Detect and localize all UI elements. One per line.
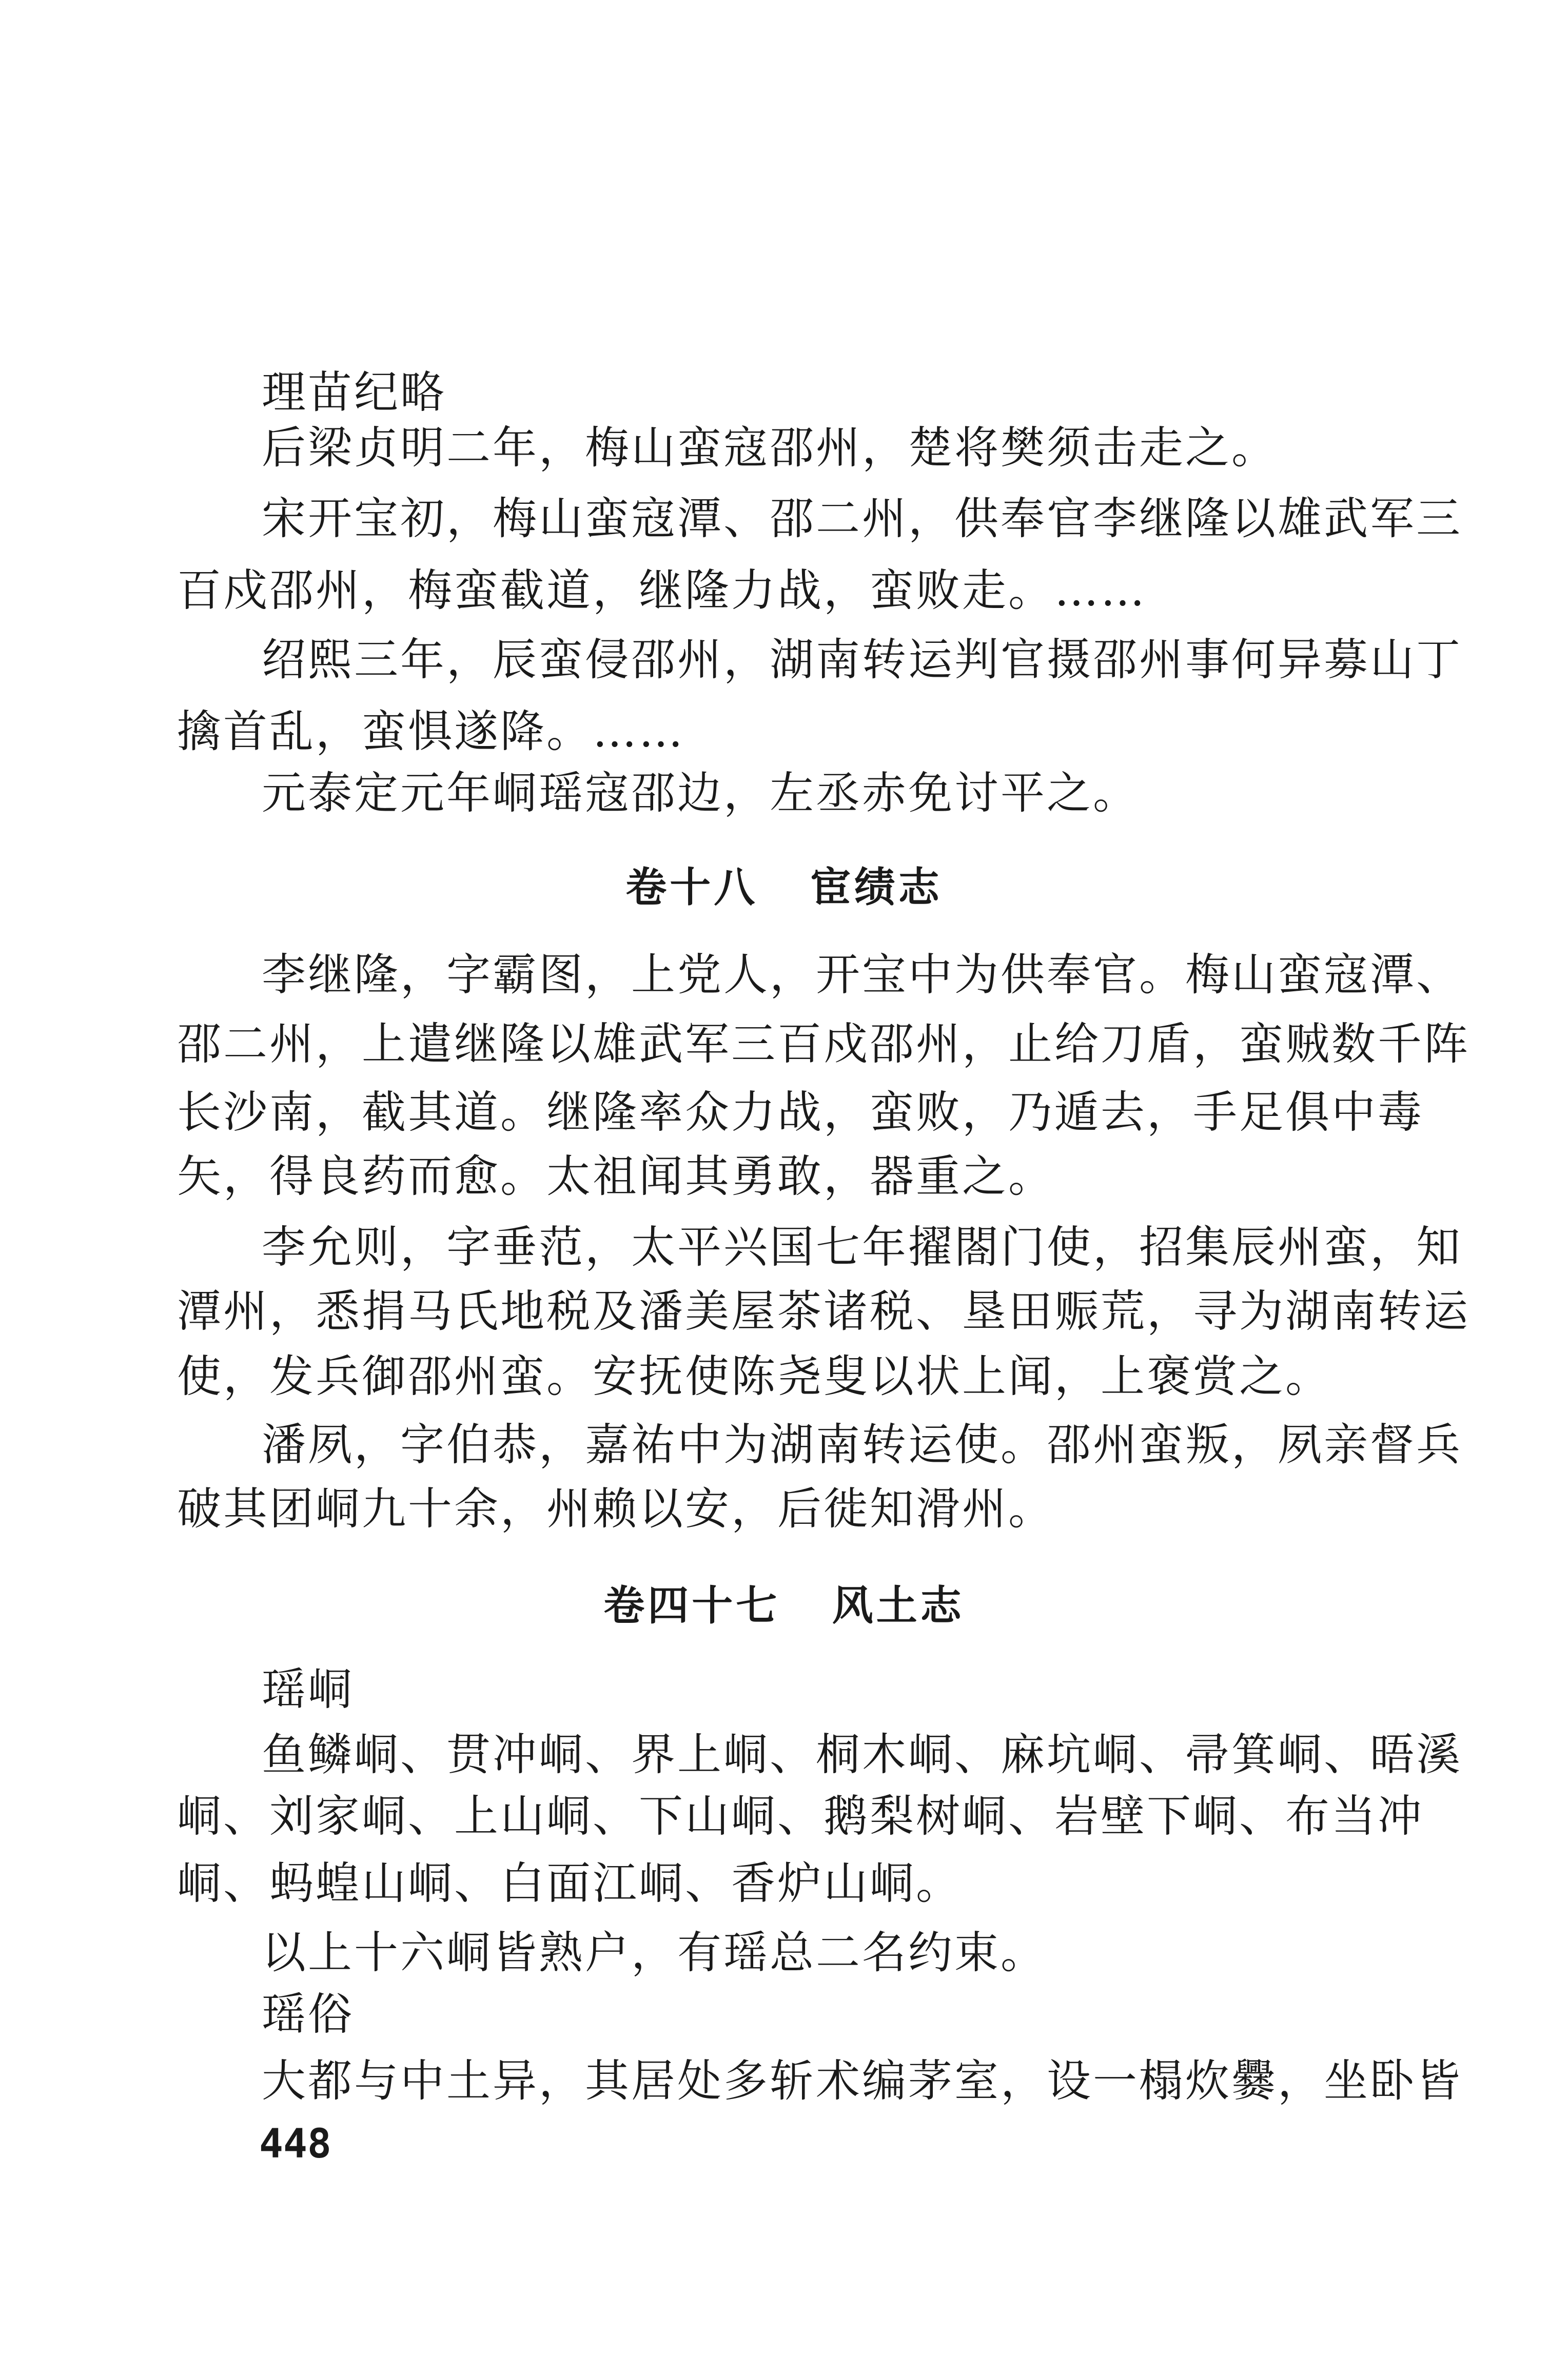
paragraph-line: 破其团峒九十余，州赖以安，后徙知滑州。 [177, 1483, 1054, 1535]
section-heading-juan47: 卷四十七 风土志 [603, 1582, 965, 1630]
paragraph-line: 李继隆，字霸图，上党人，开宝中为供奉官。梅山蛮寇潭、 [262, 949, 1462, 1001]
paragraph-line: 峒、蚂蝗山峒、白面江峒、香炉山峒。 [177, 1858, 962, 1909]
paragraph-line: 潭州，悉捐马氏地税及潘美屋茶诸税、垦田赈荒，寻为湖南转运 [177, 1286, 1470, 1337]
page-number: 448 [259, 2121, 331, 2167]
subsection-title-lmjl: 理苗纪略 [262, 367, 446, 418]
paragraph-line: 擒首乱，蛮惧遂降。…… [177, 706, 685, 757]
paragraph-line: 以上十六峒皆熟户，有瑶总二名约束。 [262, 1927, 1047, 1978]
paragraph-line: 长沙南，截其道。继隆率众力战，蛮败，乃遁去，手足俱中毒 [177, 1087, 1424, 1138]
paragraph-line: 大都与中土异，其居处多斩术编茅室，设一榻炊爨，坐卧皆 [262, 2055, 1462, 2107]
paragraph-line: 元泰定元年峒瑶寇邵边，左丞赤免讨平之。 [262, 768, 1139, 819]
paragraph-line: 潘夙，字伯恭，嘉祐中为湖南转运使。邵州蛮叛，夙亲督兵 [262, 1419, 1462, 1470]
paragraph-line: 李允则，字垂范，太平兴国七年擢閤门使，招集辰州蛮，知 [262, 1222, 1462, 1273]
subsection-title-yaosu: 瑶俗 [262, 1989, 354, 2040]
paragraph-line: 使，发兵御邵州蛮。安抚使陈尧叟以状上闻，上褒赏之。 [177, 1351, 1331, 1402]
paragraph-line: 邵二州，上遣继隆以雄武军三百戍邵州，止给刀盾，蛮贼数千阵 [177, 1018, 1470, 1070]
paragraph-line: 峒、刘家峒、上山峒、下山峒、鹅梨树峒、岩壁下峒、布当冲 [177, 1791, 1424, 1842]
paragraph-line: 后梁贞明二年，梅山蛮寇邵州，楚将樊须击走之。 [262, 422, 1278, 474]
section-heading-juan18: 卷十八 宦绩志 [625, 864, 943, 911]
subsection-title-yaodong: 瑶峒 [262, 1664, 354, 1715]
paragraph-line: 宋开宝初，梅山蛮寇潭、邵二州，供奉官李继隆以雄武军三 [262, 493, 1462, 544]
paragraph-line: 绍熙三年，辰蛮侵邵州，湖南转运判官摄邵州事何异募山丁 [262, 634, 1462, 685]
paragraph-line: 鱼鳞峒、贯冲峒、界上峒、桐木峒、麻坑峒、帚箕峒、晤溪 [262, 1729, 1462, 1780]
paragraph-line: 百戍邵州，梅蛮截道，继隆力战，蛮败走。…… [177, 565, 1147, 616]
paragraph-line: 矢，得良药而愈。太祖闻其勇敢，器重之。 [177, 1151, 1054, 1202]
